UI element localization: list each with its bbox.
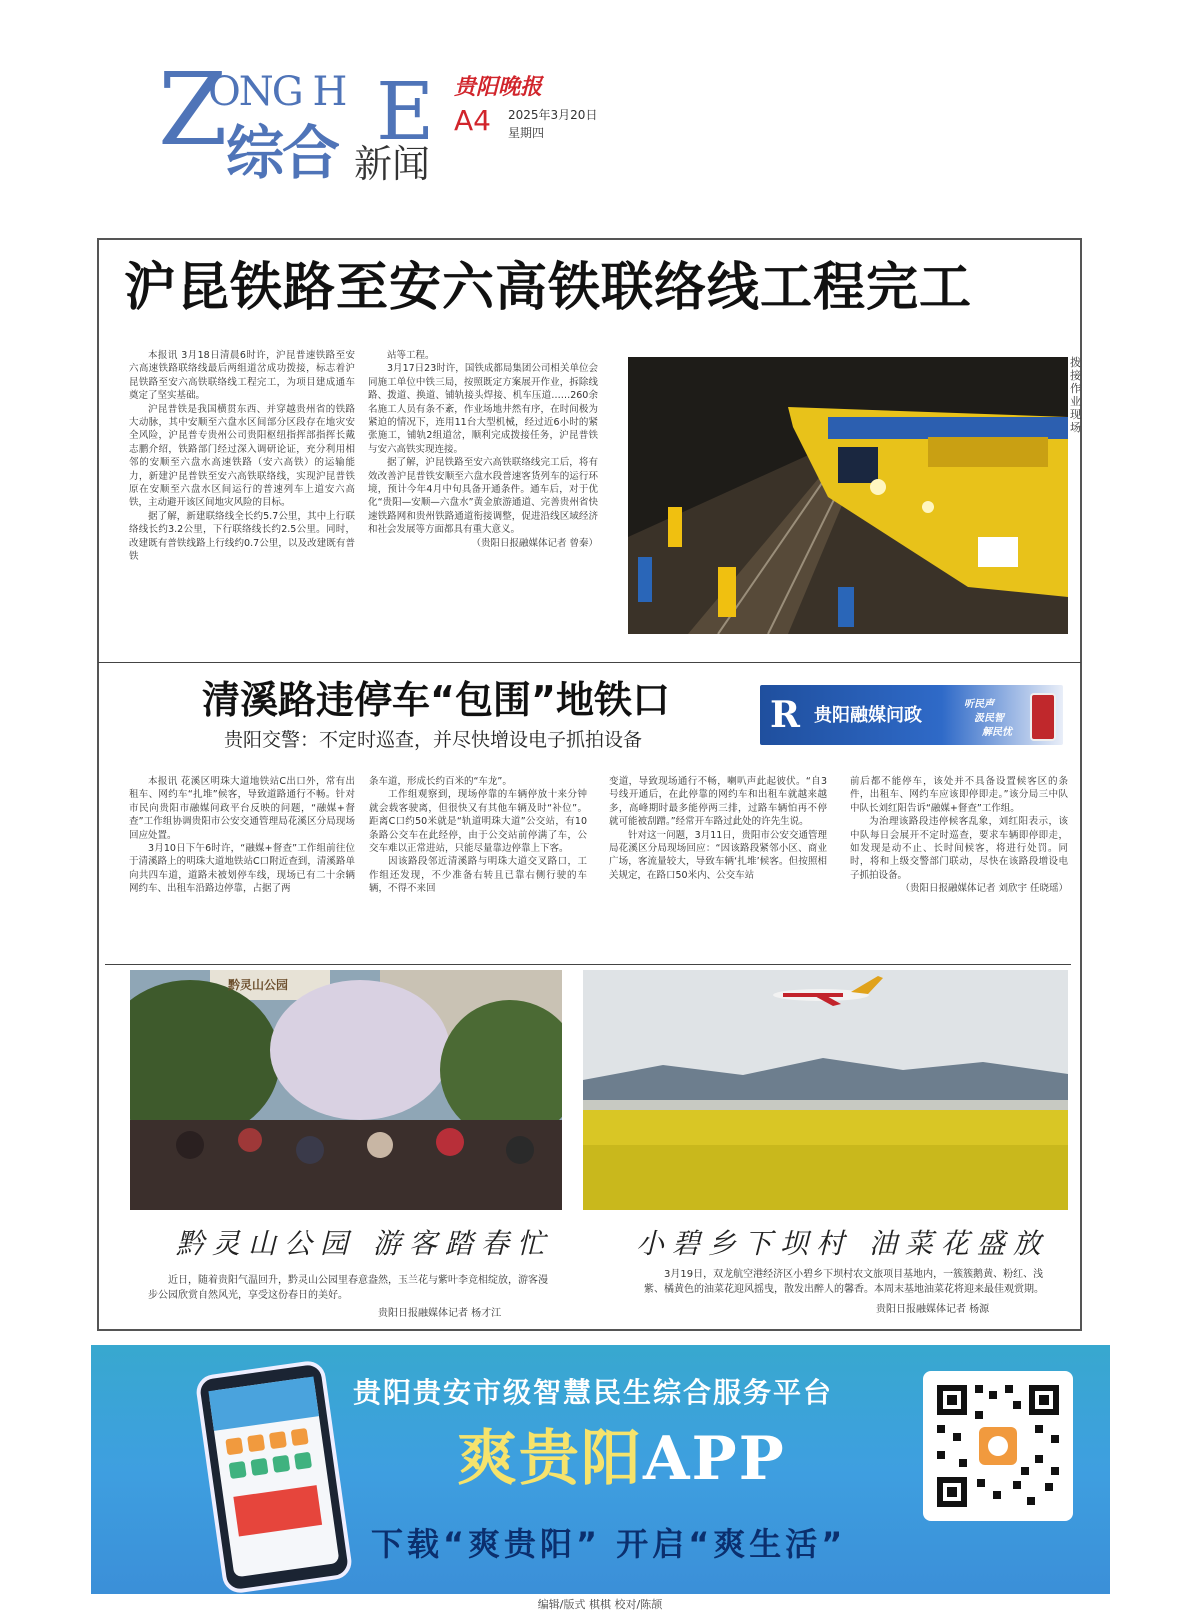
media-inquiry-banner[interactable] (760, 685, 1063, 745)
byline: （贵阳日报融媒体记者 曾秦） (471, 537, 598, 549)
masthead-latin-e: E (376, 65, 433, 158)
masthead-latin-z: Z (158, 51, 226, 168)
article1-headline[interactable]: 沪昆铁路至安六高铁联络线工程完工 (124, 258, 973, 318)
rapeseed-photo-credit: 贵阳日报融媒体记者 杨源 (876, 1304, 990, 1315)
ad-headline: 贵阳贵安市级智慧民生综合服务平台 (353, 1376, 834, 1409)
page-footer: 编辑/版式 棋棋 校对/陈颉 (537, 1598, 663, 1611)
railway-construction-photo[interactable] (628, 357, 1068, 634)
article1-photo-caption: 拨接作业现场 (1070, 356, 1081, 434)
section-divider (105, 964, 1071, 965)
park-photo-illustration (130, 970, 562, 1210)
paragraph: 据了解，新建联络线全长约5.7公里，其中上行联络线长约3.2公里，下行联络线长约2.5公里。同时，改建既有普铁线路上行线约0.7公里，以及改建既有普铁 (129, 510, 355, 563)
qr-code-icon[interactable] (923, 1371, 1073, 1521)
issue-weekday: 星期四 (508, 126, 545, 140)
page-number: A4 (454, 104, 491, 137)
paragraph: 为治理该路段违停候客乱象，刘红阳表示，该中队每日会展开不定时巡查，要求车辆即停即走，如发现是动不止、长时间候客，将进行处罚。同时，将和上级交警部门联动，尽快在该路段增设电子抓拍设备。 (850, 816, 1068, 881)
paragraph: 变道，导致现场通行不畅，喇叭声此起彼伏。“自3号线开通后，在此停靠的网约车和出租车就越来越多，高峰期时最多能停两三排，过路车辆怕再不停就可能被刮蹭。”经常开车路过此处的许先生说。 (609, 776, 827, 828)
paragraph: 3月10日下午6时许，“融媒+督查”工作组前往位于清溪路上的明珠大道地铁站C口附近查到，清溪路单向共四车道，道路未被划停车线，现场已有二十余辆网约车、出租车沿路边停靠，占据了两 (129, 843, 355, 895)
park-gate-sign: 黔灵山公园 (228, 978, 289, 992)
rapeseed-photo-illustration (583, 970, 1068, 1210)
paragraph: 沪昆普铁是我国横贯东西、并穿越贵州省的铁路大动脉，其中安顺至六盘水区间部分区段存在地灾安全风险，沪昆普专贵州公司贵阳枢纽指挥部指挥长戴志鹏介绍，铁路部门经过深入调研论证，充分利用相邻的安顺至六盘水高速铁路（安六高铁）的运输能力，新建沪昆普铁至安六高铁联络线，实现沪昆普铁原在安顺至六盘水区间运行的普速列车上道安六高铁，主动避开该区间地灾风险的目标。 (129, 403, 355, 509)
masthead-latin-ong-h: ONG H (208, 69, 346, 115)
park-photo-text: 近日，随着贵阳气温回升，黔灵山公园里春意盎然，玉兰花与紫叶李竞相绽放，游客漫步公园欣赏自然风光，享受这份春日的美好。 (148, 1275, 548, 1301)
paragraph: 本报讯 3月18日清晨6时许，沪昆普速铁路至安六高速铁路联络线最后两组道岔成功拨接，标志着沪昆铁路至安六高铁联络线工程完工，为项目建成通车奠定了坚实基础。 (129, 350, 355, 402)
article2-column-1 (129, 775, 355, 945)
paragraph: 本报讯 花溪区明珠大道地铁站C出口外，常有出租车、网约车“扎堆”候客，导致道路通行不畅。针对市民向贵阳市融媒问政平台反映的问题，“融媒+督查”工作组协调贵阳市公安交通管理局花溪区分局现场回应处置。 (129, 776, 355, 841)
article1-column-1 (129, 349, 355, 639)
paragraph: 3月17日23时许，国铁成都局集团公司相关单位会同施工单位中铁三局，按照既定方案展开作业，拆除线路、拨道、换道、铺轨接头焊接、机车压道……260余名施工人员有条不紊，作业场地井然有序，在时间极为紧迫的情况下，连用11台大型机械，经过近6小时的紧张施工，铺轨2组道岔，顺利完成拨接任务，沪昆普铁与安六高铁实现连接。 (368, 363, 598, 455)
app-advertisement[interactable] (91, 1345, 1110, 1594)
rapeseed-photo-text: 3月19日，双龙航空港经济区小碧乡下坝村农文旅项目基地内，一簇簇鹅黄、粉红、浅紫、橘黄色的油菜花迎风摇曳，散发出醉人的馨香。本周末基地油菜花将迎来最佳观赏期。 (644, 1269, 1044, 1295)
article2-column-3 (609, 775, 827, 945)
ad-app-name-zh: 爽贵阳 (457, 1424, 643, 1494)
park-photo-credit: 贵阳日报融媒体记者 杨才江 (378, 1308, 502, 1319)
banner-slogan-2: 汲民智 (974, 713, 1004, 724)
masthead-section-news: 新闻 (354, 142, 431, 186)
banner-slogan-1: 听民声 (964, 699, 994, 710)
ad-app-name-en: APP (643, 1424, 786, 1494)
media-logo-icon: R (770, 694, 800, 736)
masthead-section-title: 综合 (226, 119, 339, 187)
park-photo-title[interactable]: 黔灵山公园 游客踏春忙 (176, 1227, 553, 1260)
paragraph: 据了解，沪昆铁路至安六高铁联络线完工后，将有效改善沪昆普铁安顺至六盘水段普速客货列车的运行环境，预计今年4月中旬具备开通条件。通车后，对于优化“贵阳—安顺—六盘水”黄金旅游通道、完善贵州省快速铁路网和贵州铁路通道衔接调整，促进沿线区域经济和社会发展等方面都具有重大意义。 (368, 457, 598, 536)
paper-name-logo: 贵阳晚报 (454, 75, 543, 100)
paragraph: 工作组观察到，现场停靠的车辆停放十来分钟就会载客驶离，但很快又有其他车辆及时“补位”。距离C口约50米就是“轨道明珠大道”公交站，有10条路公交车在此经停，由于公交站前停满了车，公交车难以正常进站，只能尽量靠边停靠上下客。 (369, 789, 587, 855)
ad-slogan: 下载“爽贵阳” 开启“爽生活” (371, 1525, 847, 1563)
app-screen-illustration (199, 1364, 349, 1591)
banner-slogan-3: 解民忧 (982, 727, 1012, 738)
byline: （贵阳日报融媒体记者 刘欣宇 任晓瑶） (900, 883, 1068, 895)
article2-subheadline: 贵阳交警：不定时巡查，并尽快增设电子抓拍设备 (224, 729, 643, 751)
banner-name: 贵阳融媒问政 (814, 705, 922, 726)
qr-code-graphic (923, 1371, 1073, 1521)
article2-column-4 (850, 775, 1068, 945)
section-divider (98, 662, 1081, 663)
article1-column-2 (368, 349, 598, 639)
rapeseed-photo-title[interactable]: 小碧乡下坝村 油菜花盛放 (636, 1227, 1049, 1260)
paragraph: 前后都不能停车，该处并不具备设置候客区的条件，出租车、网约车应该即停即走。”该分局三中队中队长刘红阳告诉“融媒+督查”工作组。 (850, 776, 1068, 814)
ad-app-name (457, 1423, 786, 1495)
issue-date: 2025年3月20日 (508, 108, 598, 122)
paragraph: 站等工程。 (387, 350, 435, 361)
paragraph: 因该路段邻近清溪路与明珠大道交叉路口，工作组还发现，不少准备右转且已靠右侧行驶的车辆，不得不来回 (369, 856, 587, 895)
rapeseed-field-photo[interactable] (583, 970, 1068, 1210)
phone-mockup-icon (194, 1359, 353, 1594)
paragraph: 针对这一问题，3月11日，贵阳市公安交通管理局花溪区分局现场回应：“因该路段紧邻小区、商业广场，客流量较大，导致车辆‘扎堆’候客。但按照相关规定，在路口50米内、公交车站 (609, 829, 827, 881)
paragraph: 条车道，形成长约百米的“车龙”。 (369, 776, 512, 787)
railway-photo-illustration (628, 357, 1068, 634)
phone-icon (1030, 693, 1056, 741)
qianling-park-photo[interactable] (130, 970, 562, 1210)
article2-headline[interactable]: 清溪路违停车“包围”地铁口 (202, 678, 670, 722)
article2-column-2 (369, 775, 587, 945)
